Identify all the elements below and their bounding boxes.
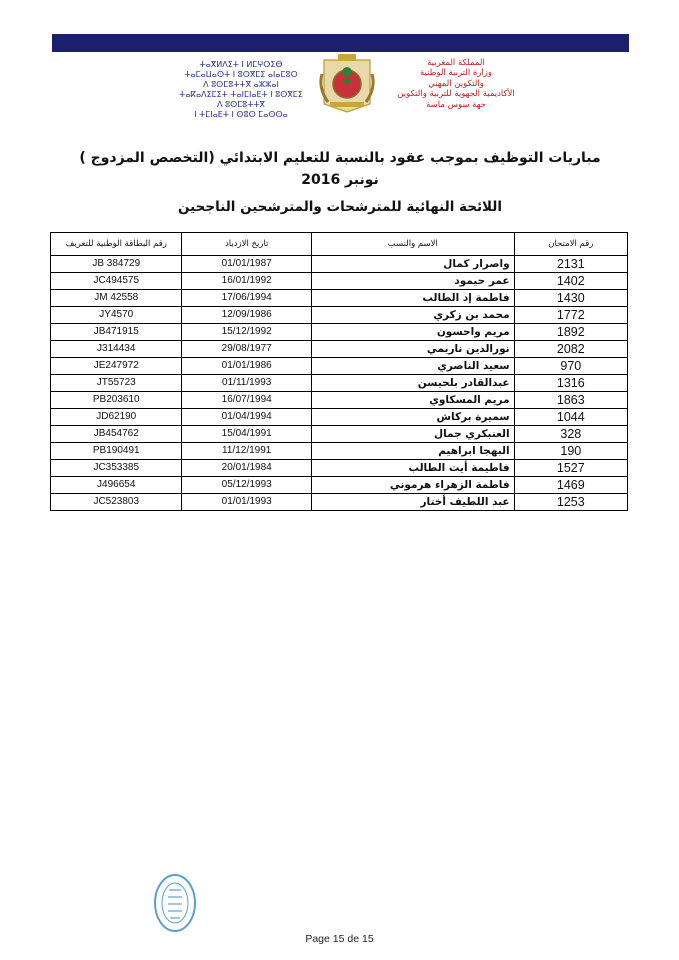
birth-date-cell: 16/01/1992 xyxy=(182,273,311,290)
header-full-name: الاسم والنسب xyxy=(311,233,514,256)
birth-date-cell: 01/01/1993 xyxy=(182,494,311,511)
table-row xyxy=(51,256,628,273)
full-name-cell: عمر حيمود xyxy=(311,273,514,290)
full-name-cell: سعيد الناصري xyxy=(311,358,514,375)
full-name-cell: فاطمة الزهراء هرموني xyxy=(311,477,514,494)
tifinagh-line: ⵜⴰⴳⵍⴷⵉⵜ ⵏ ⵍⵎⵖⵔⵉⴱ xyxy=(199,60,283,69)
birth-date-cell: 15/12/1992 xyxy=(182,324,311,341)
table-row xyxy=(51,290,628,307)
exam-number-cell: 2082 xyxy=(514,341,627,358)
exam-number-cell: 1772 xyxy=(514,307,627,324)
ministry-header xyxy=(396,58,516,110)
national-id-cell: JC523803 xyxy=(51,494,182,511)
national-id-cell: JT55723 xyxy=(51,375,182,392)
birth-date-cell: 05/12/1993 xyxy=(182,477,311,494)
national-id-cell: JB454762 xyxy=(51,426,182,443)
full-name-cell: البهجا ابراهيم xyxy=(311,443,514,460)
birth-date-cell: 01/01/1986 xyxy=(182,358,311,375)
birth-date-cell: 11/12/1991 xyxy=(182,443,311,460)
national-id-cell: JB471915 xyxy=(51,324,182,341)
header-birth-date: تاريخ الازدياد xyxy=(182,233,311,256)
full-name-cell: واصرار كمال xyxy=(311,256,514,273)
table-row xyxy=(51,392,628,409)
national-id-cell: JE247972 xyxy=(51,358,182,375)
table-row xyxy=(51,341,628,358)
table-row xyxy=(51,443,628,460)
full-name-cell: العنبكري جمال xyxy=(311,426,514,443)
tifinagh-line: ⴷ ⵓⵙⵎⵓⵜⵜⴳ xyxy=(217,100,265,109)
document-subtitle: اللائحة النهائية للمترشحات والمترشحين الناجحين xyxy=(178,199,502,215)
birth-date-cell: 01/01/1987 xyxy=(182,256,311,273)
official-stamp-icon xyxy=(152,872,198,934)
table-row xyxy=(51,477,628,494)
header-national-id: رقم البطاقة الوطنية للتعريف xyxy=(51,233,182,256)
tifinagh-line: ⴷ ⵓⵙⵎⵓⵜⵜⴳ ⴰⵣⵣⴰⵏ xyxy=(203,80,279,89)
table-row xyxy=(51,426,628,443)
exam-number-cell: 1044 xyxy=(514,409,627,426)
birth-date-cell: 12/09/1986 xyxy=(182,307,311,324)
table-row xyxy=(51,358,628,375)
national-id-cell: J496654 xyxy=(51,477,182,494)
full-name-cell: فاطمة إد الطالب xyxy=(311,290,514,307)
full-name-cell: عبد اللطيف أختار xyxy=(311,494,514,511)
exam-number-cell: 1316 xyxy=(514,375,627,392)
full-name-cell: مريم المسكاوي xyxy=(311,392,514,409)
birth-date-cell: 16/07/1994 xyxy=(182,392,311,409)
exam-number-cell: 1469 xyxy=(514,477,627,494)
table-row xyxy=(51,460,628,477)
national-id-cell: JM 42558 xyxy=(51,290,182,307)
birth-date-cell: 01/11/1993 xyxy=(182,375,311,392)
tifinagh-line: ⵏ ⵜⵎⵏⴰⴹⵜ ⵏ ⵙⵓⵙ ⵎⴰⵙⵙⴰ xyxy=(194,110,288,119)
exam-number-cell: 1253 xyxy=(514,494,627,511)
exam-number-cell: 1527 xyxy=(514,460,627,477)
table-row xyxy=(51,307,628,324)
ministry-line: الأكاديمية الجهوية للتربية والتكوين xyxy=(397,89,515,100)
national-id-cell: JY4570 xyxy=(51,307,182,324)
table-row xyxy=(51,409,628,426)
national-id-cell: JC353385 xyxy=(51,460,182,477)
birth-date-cell: 15/04/1991 xyxy=(182,426,311,443)
birth-date-cell: 20/01/1984 xyxy=(182,460,311,477)
header-exam-number: رقم الامتحان xyxy=(514,233,627,256)
ministry-line: جهة سوس ماسة xyxy=(426,99,486,110)
page-number: Page 15 de 15 xyxy=(305,933,374,945)
full-name-cell: محمد بن زكري xyxy=(311,307,514,324)
morocco-coat-of-arms-icon xyxy=(316,52,378,114)
exam-number-cell: 1430 xyxy=(514,290,627,307)
table-row xyxy=(51,494,628,511)
ministry-line: وزارة التربية الوطنية xyxy=(419,68,493,79)
exam-number-cell: 1863 xyxy=(514,392,627,409)
full-name-cell: فاطيمة أيت الطالب xyxy=(311,460,514,477)
exam-number-cell: 2131 xyxy=(514,256,627,273)
ministry-line: والتكوين المهني xyxy=(428,78,484,89)
birth-date-cell: 01/04/1994 xyxy=(182,409,311,426)
tifinagh-line: ⵜⴰⴽⴰⴷⵉⵎⵉⵜ ⵜⴰⵏⵎⵏⴰⴹⵜ ⵏ ⵓⵙⴳⵎⵉ xyxy=(179,90,303,99)
ministry-line: المملكة المغربية xyxy=(427,58,485,68)
table-row xyxy=(51,375,628,392)
national-id-cell: J314434 xyxy=(51,341,182,358)
national-id-cell: PB190491 xyxy=(51,443,182,460)
results-table xyxy=(50,232,628,511)
exam-number-cell: 328 xyxy=(514,426,627,443)
national-id-cell: JB 384729 xyxy=(51,256,182,273)
tifinagh-line: ⵜⴰⵎⴰⵡⴰⵙⵜ ⵏ ⵓⵙⴳⵎⵉ ⴰⵏⴰⵎⵓⵔ xyxy=(184,70,298,79)
birth-date-cell: 17/06/1994 xyxy=(182,290,311,307)
full-name-cell: نورالدين ناريمي xyxy=(311,341,514,358)
document-date: نونبر 2016 xyxy=(301,172,379,188)
document-title: مباريات التوظيف بموجب عقود بالنسبة للتعليم الابتدائي (التخصص المزدوج ) xyxy=(79,150,601,166)
exam-number-cell: 190 xyxy=(514,443,627,460)
table-row xyxy=(51,324,628,341)
birth-date-cell: 29/08/1977 xyxy=(182,341,311,358)
table-row xyxy=(51,273,628,290)
national-id-cell: PB203610 xyxy=(51,392,182,409)
tifinagh-header xyxy=(176,60,306,120)
exam-number-cell: 1402 xyxy=(514,273,627,290)
exam-number-cell: 970 xyxy=(514,358,627,375)
full-name-cell: سميرة بركاش xyxy=(311,409,514,426)
full-name-cell: عبدالقادر بلحيسن xyxy=(311,375,514,392)
header-banner xyxy=(52,34,629,52)
national-id-cell: JC494575 xyxy=(51,273,182,290)
full-name-cell: مريم واحسون xyxy=(311,324,514,341)
exam-number-cell: 1892 xyxy=(514,324,627,341)
national-id-cell: JD62190 xyxy=(51,409,182,426)
table-header-row xyxy=(51,233,628,256)
